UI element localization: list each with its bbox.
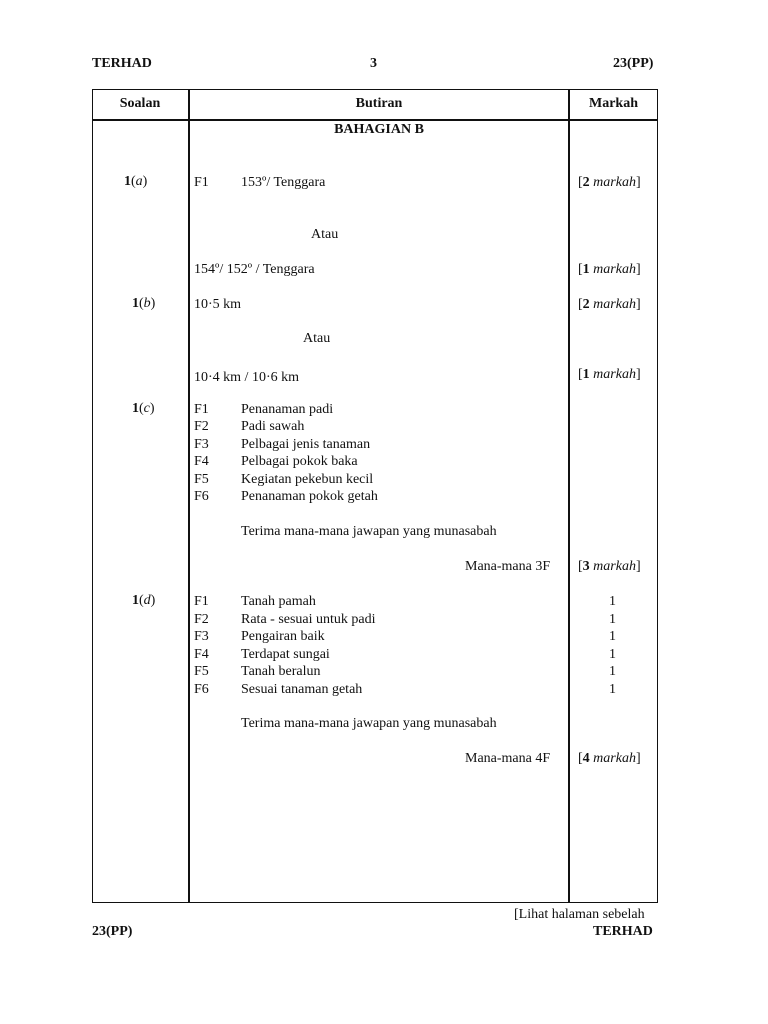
mark-allocation: [3 markah] <box>578 559 641 574</box>
answer-text: Padi sawah <box>241 419 305 434</box>
alternative-label: Atau <box>303 331 331 346</box>
acceptance-note: Terima mana-mana jawapan yang munasabah <box>241 524 497 539</box>
table-right-border <box>657 89 658 903</box>
answer-text: Tanah beralun <box>241 664 321 679</box>
question-number-1a: 1(a) <box>124 174 148 189</box>
question-number-1b: 1(b) <box>132 296 156 311</box>
question-number-1d: 1(d) <box>132 593 156 608</box>
answer-code: F1 <box>194 402 209 417</box>
answer-text: Pelbagai jenis tanaman <box>241 437 371 452</box>
mark-allocation: [1 markah] <box>578 367 641 382</box>
acceptance-note: Terima mana-mana jawapan yang munasabah <box>241 716 497 731</box>
mark-allocation: [2 markah] <box>578 297 641 312</box>
column-divider-1 <box>188 89 190 903</box>
question-number-1c: 1(c) <box>132 401 155 416</box>
answer-code: F3 <box>194 437 209 452</box>
alternative-answer: 10·4 km / 10·6 km <box>194 370 299 385</box>
mark-allocation: [2 markah] <box>578 175 641 190</box>
answer-text: 153º/ Tenggara <box>241 175 326 190</box>
alternative-answer: 154º/ 152º / Tenggara <box>194 262 315 277</box>
table-left-border <box>92 89 93 903</box>
answer-text: Tanah pamah <box>241 594 316 609</box>
answer-code: F4 <box>194 647 209 662</box>
table-top-border <box>92 89 658 90</box>
column-header-soalan: Soalan <box>119 96 161 111</box>
answer-code: F1 <box>194 175 209 190</box>
next-page-note: [Lihat halaman sebelah <box>514 907 645 922</box>
answer-text: Sesuai tanaman getah <box>241 682 363 697</box>
any-count-note: Mana-mana 3F <box>465 559 551 574</box>
page-number: 3 <box>370 56 377 71</box>
answer-text: Pengairan baik <box>241 629 325 644</box>
answer-code: F2 <box>194 612 209 627</box>
answer-code: F4 <box>194 454 209 469</box>
header-divider <box>92 119 658 121</box>
column-header-markah: Markah <box>589 96 638 111</box>
answer-code: F6 <box>194 682 209 697</box>
answer-text: Rata - sesuai untuk padi <box>241 612 376 627</box>
paper-code: 23(PP) <box>613 56 654 71</box>
answer-code: F5 <box>194 472 209 487</box>
answer-text: Terdapat sungai <box>241 647 330 662</box>
item-mark: 1 <box>609 612 616 627</box>
mark-allocation: [1 markah] <box>578 262 641 277</box>
answer-code: F5 <box>194 664 209 679</box>
footer-paper-code: 23(PP) <box>92 924 133 939</box>
classification-label: TERHAD <box>92 56 152 71</box>
answer-code: F2 <box>194 419 209 434</box>
item-mark: 1 <box>609 594 616 609</box>
item-mark: 1 <box>609 664 616 679</box>
answer-text: Penanaman padi <box>241 402 334 417</box>
item-mark: 1 <box>609 682 616 697</box>
answer-code: F6 <box>194 489 209 504</box>
column-divider-2 <box>568 89 570 903</box>
table-bottom-border <box>92 902 658 903</box>
answer-text: Penanaman pokok getah <box>241 489 378 504</box>
answer-text: 10·5 km <box>194 297 242 312</box>
footer-classification: TERHAD <box>593 924 653 939</box>
section-title: BAHAGIAN B <box>334 122 424 137</box>
answer-code: F1 <box>194 594 209 609</box>
any-count-note: Mana-mana 4F <box>465 751 551 766</box>
alternative-label: Atau <box>311 227 339 242</box>
answer-text: Kegiatan pekebun kecil <box>241 472 374 487</box>
column-header-butiran: Butiran <box>355 96 403 111</box>
answer-code: F3 <box>194 629 209 644</box>
item-mark: 1 <box>609 629 616 644</box>
mark-allocation: [4 markah] <box>578 751 641 766</box>
item-mark: 1 <box>609 647 616 662</box>
answer-text: Pelbagai pokok baka <box>241 454 358 469</box>
